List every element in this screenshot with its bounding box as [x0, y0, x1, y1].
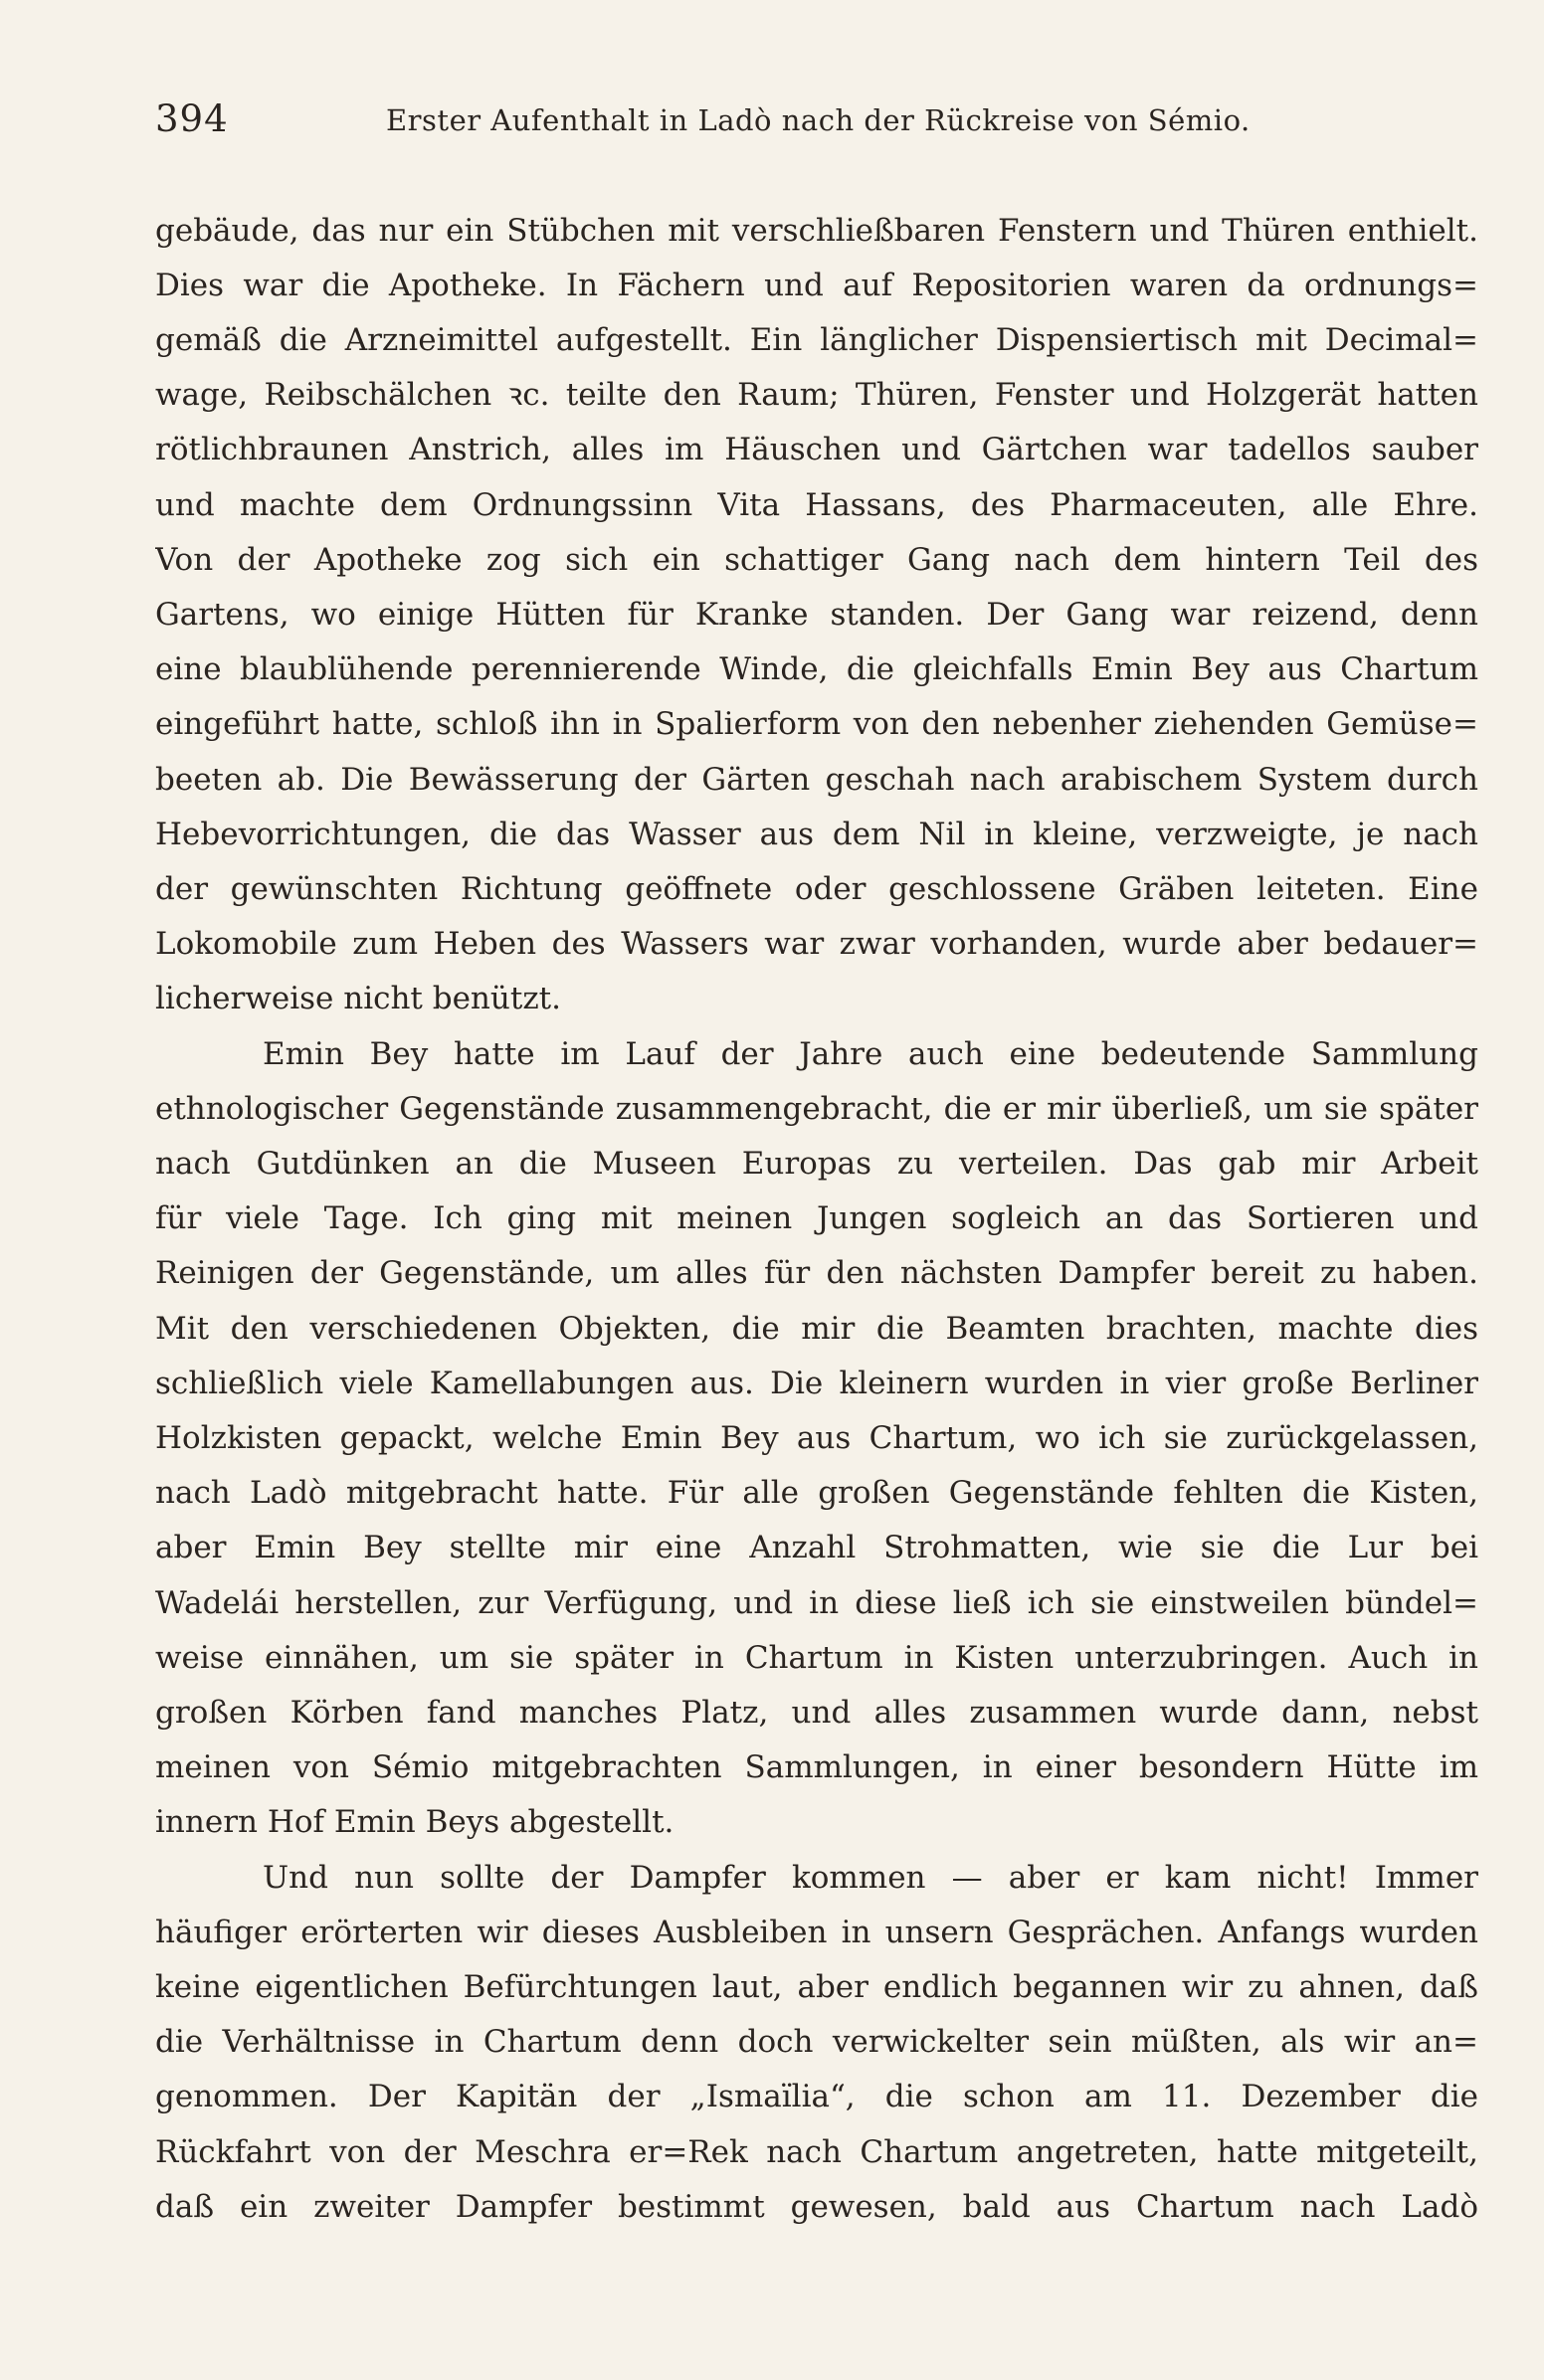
- text-line: nach Gutdünken an die Museen Europas zu verteilen. Das gab mir Arbeit: [155, 1146, 1478, 1182]
- text-line: ethnologischer Gegenstände zusammengebracht, die er mir überließ, um sie später: [155, 1091, 1478, 1127]
- text-line: aber Emin Bey stellte mir eine Anzahl Strohmatten, wie sie die Lur bei: [155, 1530, 1478, 1565]
- text-line: Lokomobile zum Heben des Wassers war zwar vorhanden, wurde aber bedauer=: [155, 926, 1478, 962]
- text-line: für viele Tage. Ich ging mit meinen Jungen sogleich an das Sortieren und: [155, 1200, 1478, 1236]
- text-line: Gartens, wo einige Hütten für Kranke standen. Der Gang war reizend, denn: [155, 597, 1478, 633]
- text-line: eine blaublühende perennierende Winde, die gleichfalls Emin Bey aus Chartum: [155, 651, 1478, 687]
- text-line: Reinigen der Gegenstände, um alles für den nächsten Dampfer bereit zu haben.: [155, 1255, 1478, 1291]
- text-line: Von der Apotheke zog sich ein schattiger Gang nach dem hintern Teil des: [155, 542, 1478, 578]
- paragraph-start-line: Emin Bey hatte im Lauf der Jahre auch eine bedeutende Sammlung: [263, 1036, 1478, 1072]
- text-line: eingeführt hatte, schloß ihn in Spalierform von den nebenher ziehenden Gemüse=: [155, 706, 1478, 742]
- text-line: schließlich viele Kamellabungen aus. Die kleinern wurden in vier große Berliner: [155, 1366, 1478, 1401]
- text-line: der gewünschten Richtung geöffnete oder geschlossene Gräben leiteten. Eine: [155, 871, 1478, 907]
- page-header: [155, 97, 1478, 157]
- text-line: daß ein zweiter Dampfer bestimmt gewesen, bald aus Chartum nach Ladò: [155, 2189, 1478, 2225]
- text-line: gebäude, das nur ein Stübchen mit verschließbaren Fenstern und Thüren enthielt.: [155, 213, 1478, 249]
- text-line: genommen. Der Kapitän der „Ismaïlia“, die schon am 11. Dezember die: [155, 2079, 1478, 2114]
- text-line: Hebevorrichtungen, die das Wasser aus dem Nil in kleine, verzweigte, je nach: [155, 817, 1478, 852]
- text-line: häufiger erörterten wir dieses Ausbleiben in unsern Gesprächen. Anfangs wurden: [155, 1915, 1478, 1950]
- text-line: rötlichbraunen Anstrich, alles im Häuschen und Gärtchen war tadellos sauber: [155, 432, 1478, 467]
- text-line: weise einnähen, um sie später in Chartum in Kisten unterzubringen. Auch in: [155, 1640, 1478, 1676]
- text-line: Dies war die Apotheke. In Fächern und auf Repositorien waren da ordnungs=: [155, 268, 1478, 303]
- text-line: licherweise nicht benützt.: [155, 981, 561, 1016]
- text-line: Mit den verschiedenen Objekten, die mir die Beamten brachten, machte dies: [155, 1311, 1478, 1347]
- text-line: großen Körben fand manches Platz, und alles zusammen wurde dann, nebst: [155, 1695, 1478, 1731]
- text-line: keine eigentlichen Befürchtungen laut, aber endlich begannen wir zu ahnen, daß: [155, 1969, 1478, 2005]
- paragraph-start-line: Und nun sollte der Dampfer kommen — aber er kam nicht! Immer: [263, 1860, 1478, 1896]
- text-line: innern Hof Emin Beys abgestellt.: [155, 1804, 675, 1840]
- text-line: nach Ladò mitgebracht hatte. Für alle großen Gegenstände fehlten die Kisten,: [155, 1475, 1478, 1511]
- text-line: die Verhältnisse in Chartum denn doch verwickelter sein müßten, als wir an=: [155, 2024, 1478, 2060]
- text-line: gemäß die Arzneimittel aufgestellt. Ein länglicher Dispensiertisch mit Decimal=: [155, 322, 1478, 358]
- text-line: meinen von Sémio mitgebrachten Sammlungen, in einer besondern Hütte im: [155, 1749, 1478, 1785]
- page-number: 394: [155, 97, 229, 140]
- text-line: beeten ab. Die Bewässerung der Gärten geschah nach arabischem System durch: [155, 762, 1478, 798]
- text-line: wage, Reibschälchen ꝛc. teilte den Raum; Thüren, Fenster und Holzgerät hatten: [155, 377, 1478, 413]
- text-line: Wadelái herstellen, zur Verfügung, und in diese ließ ich sie einstweilen bündel=: [155, 1585, 1478, 1621]
- text-line: Rückfahrt von der Meschra er=Rek nach Chartum angetreten, hatte mitgeteilt,: [155, 2134, 1478, 2170]
- text-line: Holzkisten gepackt, welche Emin Bey aus Chartum, wo ich sie zurückgelassen,: [155, 1420, 1478, 1456]
- running-title: Erster Aufenthalt in Ladò nach der Rückreise von Sémio.: [386, 103, 1251, 137]
- text-line: und machte dem Ordnungssinn Vita Hassans, des Pharmaceuten, alle Ehre.: [155, 487, 1478, 523]
